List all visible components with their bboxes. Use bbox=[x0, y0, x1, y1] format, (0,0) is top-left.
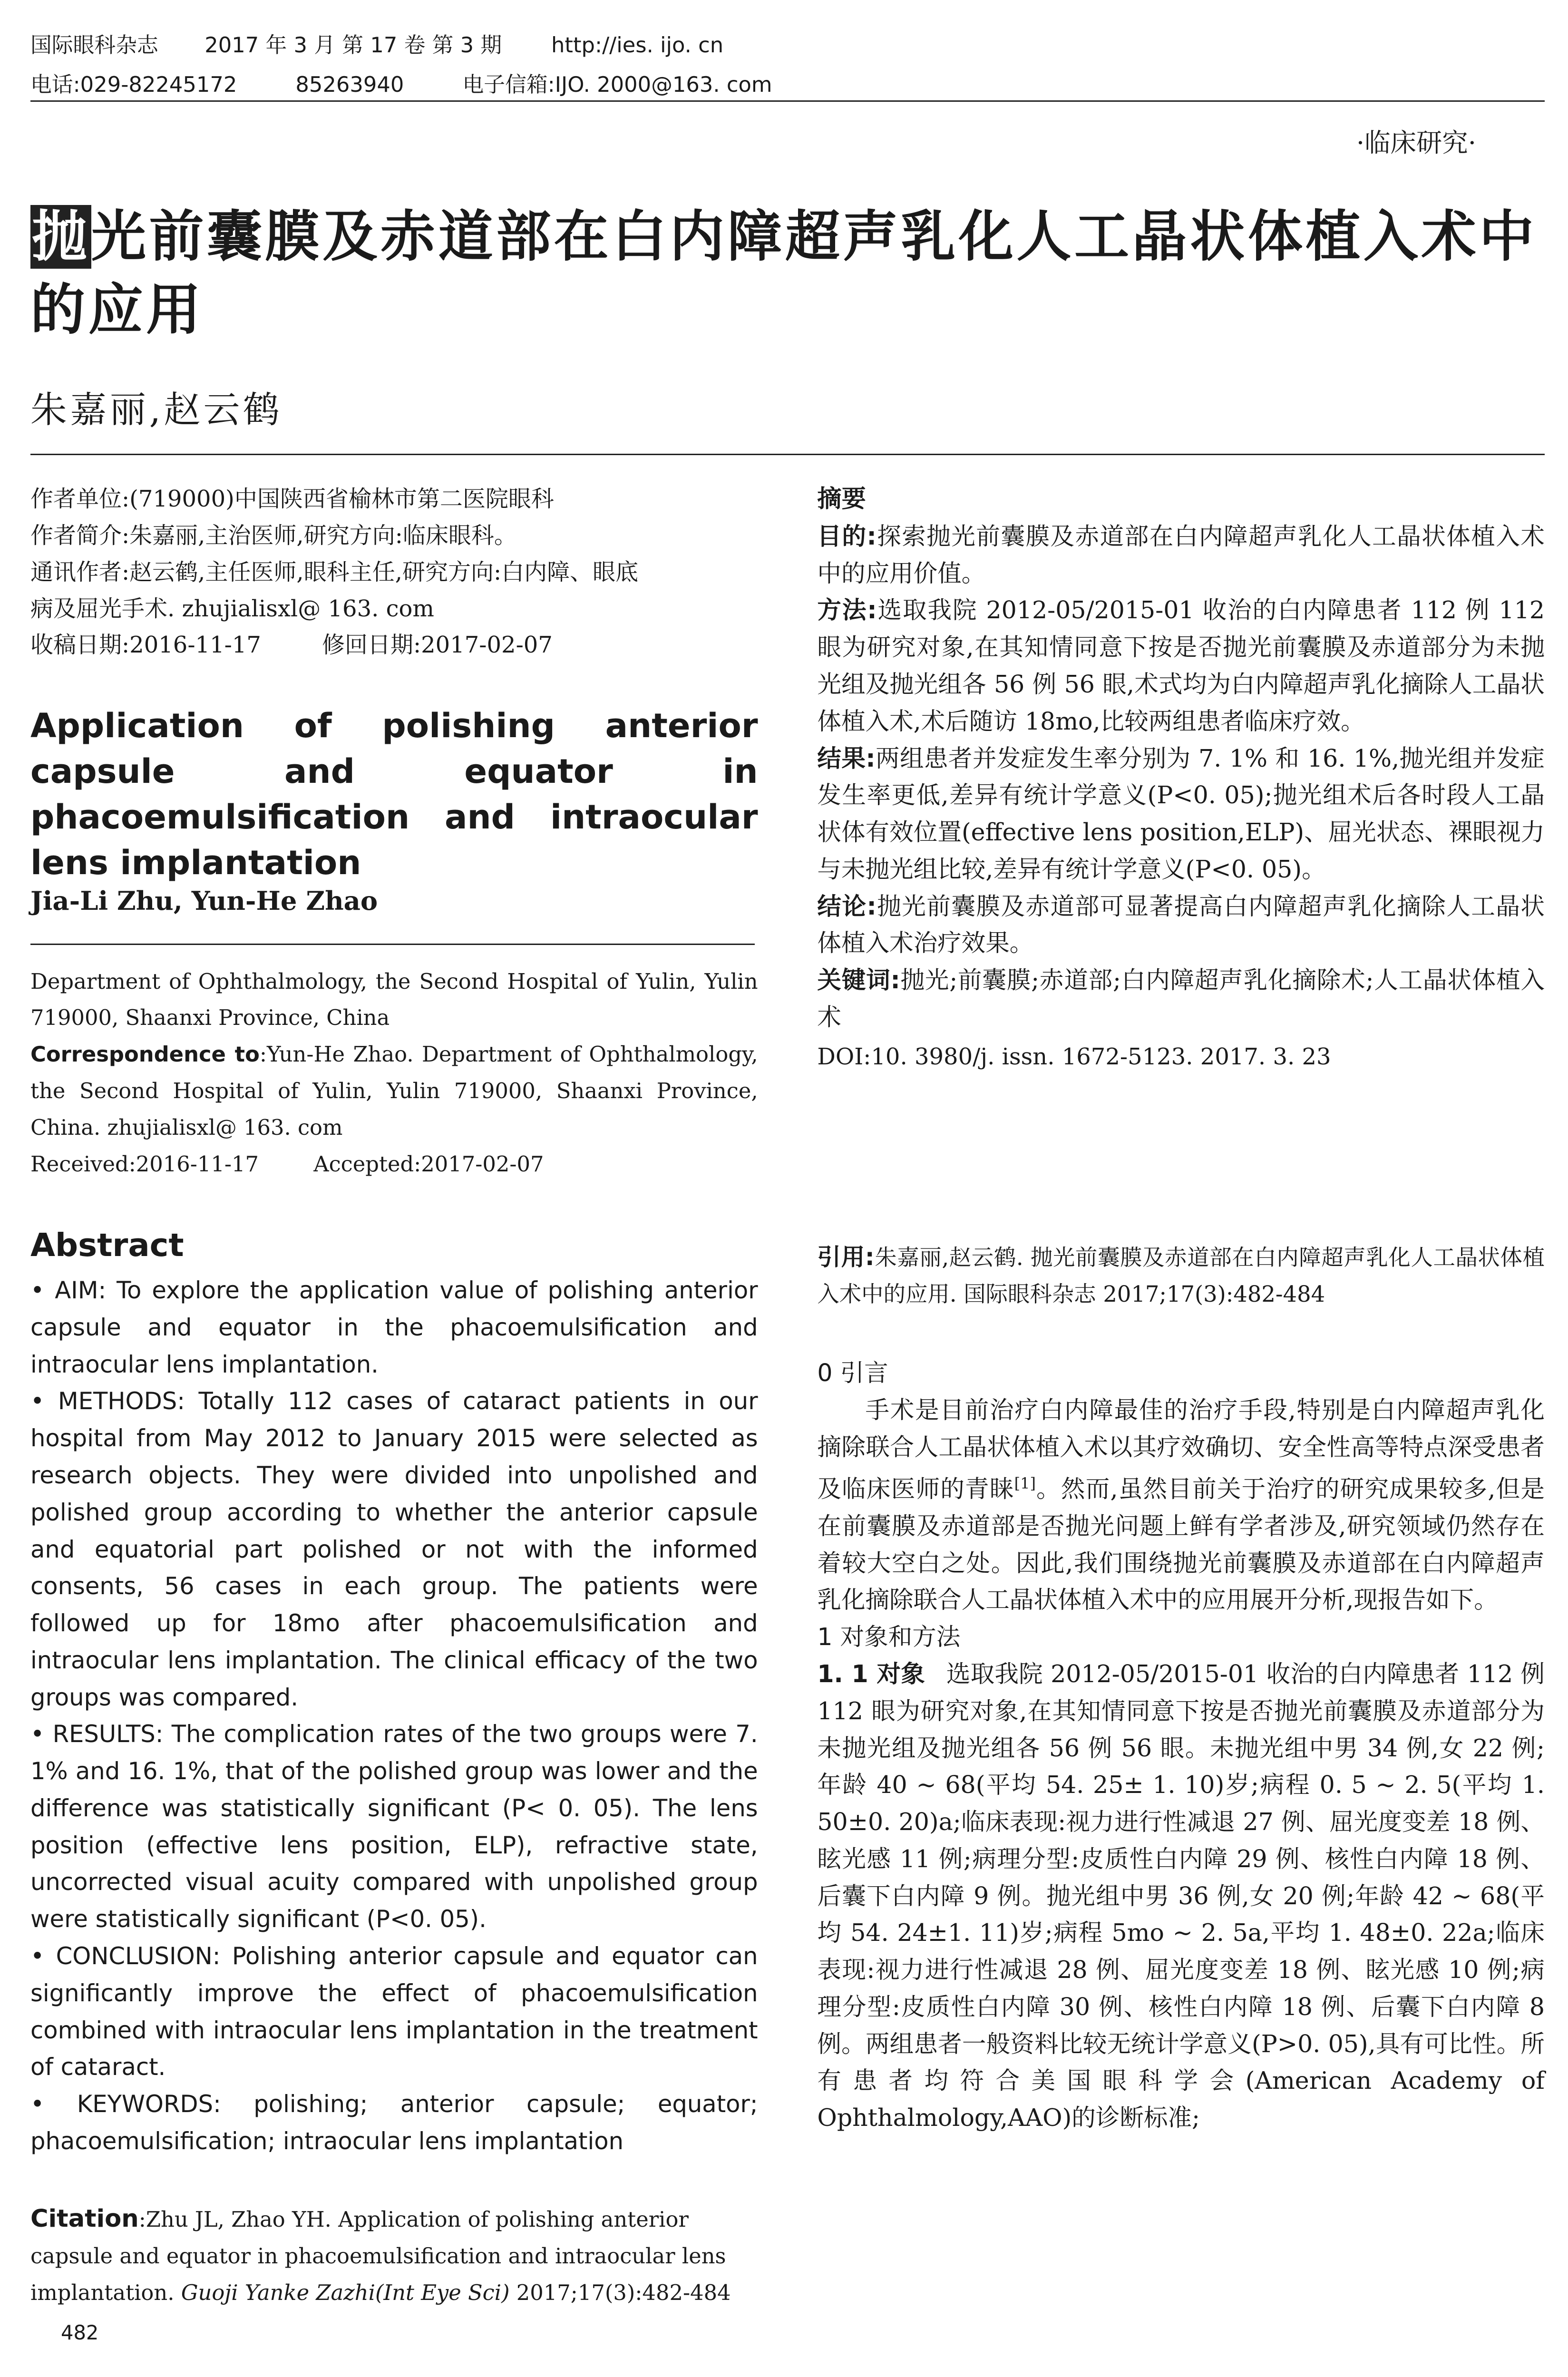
phone: 电话:029-82245172 bbox=[30, 71, 237, 97]
reference-1[interactable]: [1] bbox=[1014, 1474, 1036, 1493]
running-header-line-1 bbox=[30, 28, 723, 58]
correspondence-label: Correspondence to bbox=[30, 1042, 260, 1067]
cn-methods-text: 选取我院 2012-05/2015-01 收治的白内障患者 112 例 112 眼为研究对象,在其知情同意下按是否抛光前囊膜及赤道部分为未抛光组及抛光组各 56 例 56 眼,术式均为白内障超声乳化摘除人工晶状体植入术,术后随访 18mo,比较两组患者临床疗效。 bbox=[817, 596, 1545, 735]
section-1-1-paragraph bbox=[817, 1656, 1545, 2136]
en-dates bbox=[30, 1146, 758, 1183]
english-abstract bbox=[30, 1272, 758, 2160]
journal-name: 国际眼科杂志 bbox=[30, 32, 158, 58]
section-0-text-a: 手术是目前治疗白内障最佳的治疗手段,特别是白内障超声乳化摘除联合人工晶状体植入术以其疗效确切、安全性高等特点深受患者及临床医师的青睐 bbox=[817, 1395, 1545, 1503]
abstract-heading: Abstract bbox=[30, 1227, 184, 1264]
section-1-1-text: 选取我院 2012-05/2015-01 收治的白内障患者 112 例 112 眼为研究对象,在其知情同意下按是否抛光前囊膜及赤道部分为未抛光组及抛光组各 56 例 56 眼。未抛光组中男 34 例,女 22 例;年龄 40 ~ 68(平均 54. 25± 1. 10)岁;病程 0. 5 ~ 2. 5(平均 1. 50±0. 20)a;临床表现:视力进行性减退 27 例、屈光度变差 18 例、眩光感 11 例;病理分型:皮质性白内障 29 例、核性白内障 18 例、后囊下白内障 9 例。抛光组中男 36 例,女 20 例;年龄 42 ~ 68(平均 54. 24±1. 11)岁;病程 5mo ~ 2. 5a,平均 1. 48±0. 22a;临床表现:视力进行性减退 28 例、屈光度变差 18 例、眩光感 10 例;病理分型:皮质性白内障 30 例、核性白内障 18 例、后囊下白内障 8 例。两组患者一般资料比较无统计学意义(P>0. 05),具有可比性。所有患者均符合美国眼科学会(American Academy of Ophthalmology,AAO)的诊断标准; bbox=[817, 1659, 1545, 2132]
title-first-char: 抛 bbox=[30, 205, 91, 269]
authors-chinese: 朱嘉丽,赵云鹤 bbox=[30, 389, 282, 431]
cn-citation-label: 引用: bbox=[817, 1243, 875, 1271]
section-1-1-label: 1. 1 对象 bbox=[817, 1659, 925, 1688]
section-tag: ·临床研究· bbox=[1356, 128, 1476, 158]
cn-results-label: 结果: bbox=[817, 744, 876, 772]
abstract-keywords: • KEYWORDS: polishing; anterior capsule; equator; phacoemulsification; intraocular lens implantation bbox=[30, 2090, 758, 2155]
abstract-aim: • AIM: To explore the application value of polishing anterior capsule and equator in the phacoemulsification and intraocular lens implantation. bbox=[30, 1276, 758, 1378]
citation-ref: 2017;17(3):482-484 bbox=[509, 2280, 731, 2305]
department: Department of Ophthalmology, the Second Hospital of Yulin, Yulin 719000, Shaanxi Province, China bbox=[30, 968, 758, 1031]
dates bbox=[30, 627, 758, 663]
chinese-citation bbox=[817, 1239, 1545, 1313]
cn-results-text: 两组患者并发症发生率分别为 7. 1% 和 16. 1%,抛光组并发症发生率更低,差异有统计学意义(P<0. 05);抛光组术后各时段人工晶状体有效位置(effective lens position,ELP)、屈光状态、裸眼视力与未抛光组比较,差异有统计学意义(P<0. 05)。 bbox=[817, 744, 1545, 883]
article-title bbox=[30, 201, 1552, 347]
citation-journal: Guoji Yanke Zazhi(Int Eye Sci) bbox=[181, 2280, 510, 2305]
citation-text: :Zhu JL, Zhao YH. Application of polishing anterior capsule and equator in phacoemulsification and intraocular lens implantation. bbox=[30, 2207, 726, 2305]
abstract-conclusion: • CONCLUSION: Polishing anterior capsule and equator can significantly improve the effect of phacoemulsification combined with intraocular lens implantation in the treatment of cataract. bbox=[30, 1942, 758, 2081]
cn-keywords bbox=[817, 962, 1545, 1036]
section-0-text-b: 。然而,虽然目前关于治疗的研究成果较多,但是在前囊膜及赤道部是否抛光问题上鲜有学者涉及,研究领域仍然存在着较大空白之处。因此,我们围绕抛光前囊膜及赤道部在白内障超声乳化摘除联合人工晶状体植入术中的应用展开分析,现报告如下。 bbox=[817, 1475, 1545, 1614]
phone-2: 85263940 bbox=[295, 71, 404, 97]
english-authors: Jia-Li Zhu, Yun-He Zhao bbox=[30, 886, 378, 916]
title-divider bbox=[30, 454, 1545, 455]
cn-keywords-text: 抛光;前囊膜;赤道部;白内障超声乳化摘除术;人工晶状体植入术 bbox=[817, 966, 1545, 1031]
cn-conclusion-text: 抛光前囊膜及赤道部可显著提高白内障超声乳化摘除人工晶状体植入术治疗效果。 bbox=[817, 892, 1545, 957]
revised-date: 修回日期:2017-02-07 bbox=[321, 632, 553, 659]
affiliation: 作者单位:(719000)中国陕西省榆林市第二医院眼科 bbox=[30, 486, 554, 513]
cn-aim-text: 探索抛光前囊膜及赤道部在白内障超声乳化人工晶状体植入术中的应用价值。 bbox=[817, 522, 1545, 587]
correspondence-text: :Yun-He Zhao. Department of Ophthalmology, the Second Hospital of Yulin, Yulin 719000, Shaanxi Province, China. zhujialisxl@ 163. com bbox=[30, 1042, 758, 1140]
cn-conclusion-label: 结论: bbox=[817, 892, 877, 920]
journal-url[interactable]: http://ies. ijo. cn bbox=[551, 32, 724, 58]
cn-aim bbox=[817, 518, 1545, 592]
title-rest: 光前囊膜及赤道部在白内障超声乳化人工晶状体植入术中的应用 bbox=[30, 205, 1537, 342]
issue-info: 2017 年 3 月 第 17 卷 第 3 期 bbox=[205, 32, 502, 58]
cn-methods-label: 方法: bbox=[817, 596, 877, 624]
corresponding-author-2: 病及屈光手术. zhujialisxl@ 163. com bbox=[30, 595, 434, 622]
cn-methods bbox=[817, 592, 1545, 740]
en-received: Received:2016-11-17 bbox=[30, 1151, 259, 1177]
cn-results bbox=[817, 740, 1545, 888]
doi[interactable]: DOI:10. 3980/j. issn. 1672-5123. 2017. 3. 23 bbox=[817, 1043, 1331, 1071]
section-0-paragraph bbox=[817, 1392, 1545, 1618]
cn-conclusion bbox=[817, 888, 1545, 962]
running-header-line-2 bbox=[30, 67, 772, 98]
author-bio: 作者简介:朱嘉丽,主治医师,研究方向:临床眼科。 bbox=[30, 522, 517, 549]
email[interactable]: 电子信箱:IJO. 2000@163. com bbox=[462, 71, 772, 97]
abstract-methods: • METHODS: Totally 112 cases of cataract patients in our hospital from May 2012 to January 2015 were selected as research objects. They were divided into unpolished and polished group according to whether the anterior capsule and equatorial part polished or not with the informed consents, 56 cases in each group. The patients were followed up for 18mo after phacoemulsification and intraocular lens implantation. The clinical efficacy of the two groups was compared. bbox=[30, 1387, 758, 1711]
author-info bbox=[30, 481, 758, 663]
correspondence bbox=[30, 1036, 758, 1146]
header-divider bbox=[30, 100, 1545, 102]
department-info bbox=[30, 964, 758, 1183]
citation-line bbox=[30, 2201, 758, 2311]
received-date: 收稿日期:2016-11-17 bbox=[30, 632, 261, 659]
en-accepted: Accepted:2017-02-07 bbox=[313, 1151, 544, 1177]
page-number: 482 bbox=[61, 2321, 99, 2344]
english-citation bbox=[30, 2201, 758, 2311]
cn-abstract-heading: 摘要 bbox=[817, 485, 866, 514]
section-0-heading: 0 引言 bbox=[817, 1359, 888, 1387]
section-1-heading: 1 对象和方法 bbox=[817, 1623, 961, 1651]
citation-label: Citation bbox=[30, 2204, 139, 2233]
cn-citation-text: 朱嘉丽,赵云鹤. 抛光前囊膜及赤道部在白内障超声乳化人工晶状体植入术中的应用. 国际眼科杂志 2017;17(3):482-484 bbox=[817, 1244, 1545, 1307]
english-title: Application of polishing anterior capsule and equator in phacoemulsification and intraocular lens implantation bbox=[30, 706, 758, 883]
chinese-abstract bbox=[817, 481, 1545, 1076]
english-header-divider bbox=[30, 944, 755, 945]
cn-keywords-label: 关键词: bbox=[817, 966, 900, 994]
cn-aim-label: 目的: bbox=[817, 522, 877, 550]
corresponding-author-1: 通讯作者:赵云鹤,主任医师,眼科主任,研究方向:白内障、眼底 bbox=[30, 558, 639, 585]
body-text bbox=[817, 1354, 1545, 2136]
abstract-results: • RESULTS: The complication rates of the two groups were 7. 1% and 16. 1%, that of the polished group was lower and the difference was statistically significant (P< 0. 05). The lens position (effective lens position, ELP), refractive state, uncorrected visual acuity compared with unpolished group were statistically significant (P<0. 05). bbox=[30, 1720, 758, 1933]
